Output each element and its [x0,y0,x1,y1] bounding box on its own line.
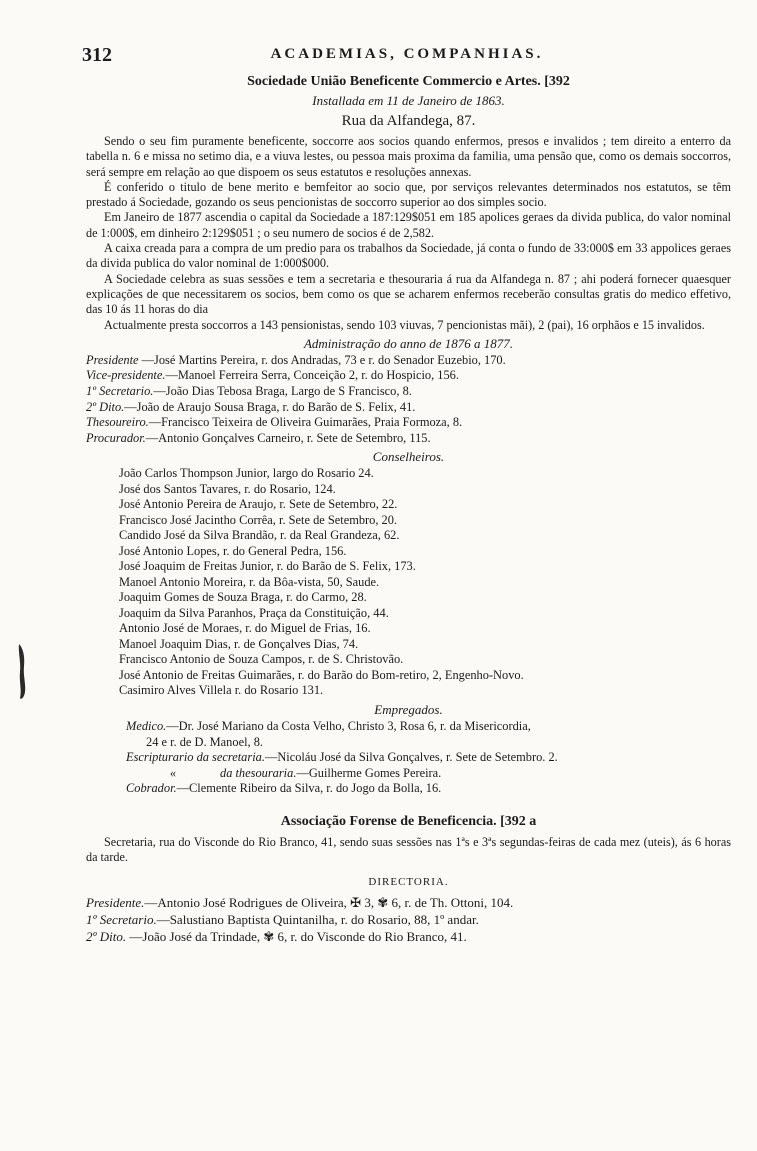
administration-heading: Administração do anno de 1876 a 1877. [303,335,514,351]
officer-text: —Francisco Teixeira de Oliveira Guimarães, Praia Formoza, 8. [148,415,463,430]
employee-text: —Guilherme Gomes Pereira. [296,765,442,780]
director-text: —Salustiano Baptista Quintanilha, r. do Rosario, 88, 1º andar. [156,912,479,928]
officer-text: —Antonio Gonçalves Carneiro, r. Sete de Setembro, 115. [145,430,431,445]
director-role: 1º Secretario. [86,912,157,928]
list-item: João Carlos Thompson Junior, largo do Rosario 24. [119,466,374,481]
page-number: 312 [82,44,112,66]
employee-line [126,766,731,782]
empregados-heading: Empregados. [374,701,443,717]
paragraph: Em Janeiro de 1877 ascendia o capital da Sociedade a 187:129$051 em 185 apolices geraes da divida publica, do valor nominal de 1:000$, em dinheiro 2:129$051 ; o seu numero de socios é de 2,582. [86,210,731,240]
officer-role: Thesoureiro. [86,415,149,430]
list-item: Casimiro Alves Villela r. do Rosario 131. [119,683,324,698]
employee-line [126,750,731,766]
director-line [86,894,731,911]
list-item: Joaquim da Silva Paranhos, Praça da Constituição, 44. [119,605,389,620]
employee-role: da thesouraria. [220,765,297,780]
paragraph: Actualmente presta soccorros a 143 pensionistas, sendo 103 viuvas, 7 pencionistas mãi), 2 (pai), 16 orphãos e 15 invalidos. [104,317,705,332]
officer-text: —João Dias Tebosa Braga, Largo de S Francisco, 8. [153,384,412,399]
officer-line [86,415,731,431]
list-item: José Antonio Pereira de Araujo, r. Sete de Setembro, 22. [119,497,398,512]
employee-role: Escripturario da secretaria. [126,750,265,765]
employee-text: —Dr. José Mariano da Costa Velho, Christo 3, Rosa 6, r. da Misericordia, [166,718,531,733]
officer-role: 2º Dito. [86,399,125,414]
ink-blot-mark [16,642,28,702]
employee-line-continuation: 24 e r. de D. Manoel, 8. [146,734,263,749]
officer-text: —José Martins Pereira, r. dos Andradas, 73 e r. do Senador Euzebio, 170. [138,352,506,367]
list-item: Manoel Joaquim Dias, r. de Gonçalves Dias, 74. [119,636,359,651]
paragraph: Sendo o seu fim puramente beneficente, soccorre aos socios quando enfermos, presos e invalidos ; tem direito a enterro da tabella n. 6 e missa no setimo dia, e a viuva lestes, ou pessoa mais proxima da familia, uma pensão que, como os demais soccorros, será sempre em relação ao que dispoem os seus estatutos e resoluções annexas. [86,134,731,179]
page-body [86,72,731,945]
list-item: Antonio José de Moraes, r. do Miguel de Frias, 16. [119,621,371,636]
paragraph: A caixa creada para a compra de um predio para os trabalhos da Sociedade, já conta o fundo de 33:000$ em 33 appolices geraes da divida publica do valor nominal de 1:000$000. [86,241,731,271]
officer-line [86,384,731,400]
officer-role: Presidente [86,352,139,367]
list-item: Manoel Antonio Moreira, r. da Bôa-vista, 50, Saude. [119,574,380,589]
administration-list [86,353,731,447]
director-text: —João José da Trindade, ✾ 6, r. do Visconde do Rio Branco, 41. [126,929,467,945]
officer-line [86,368,731,384]
officer-text: —Manoel Ferreira Serra, Conceição 2, r. do Hospicio, 156. [165,368,459,383]
officer-role: 1º Secretario. [86,384,154,399]
employee-line [126,719,731,735]
employee-text: —Nicoláu José da Silva Gonçalves, r. Sete de Setembro. 2. [264,750,558,765]
page-header [82,44,732,68]
society-address: Rua da Alfandega, 87. [341,113,476,129]
officer-role: Vice-presidente. [86,368,166,383]
list-item: Joaquim Gomes de Souza Braga, r. do Carmo, 28. [119,590,367,605]
ditto-mark: « [169,765,177,780]
officer-line [86,353,731,369]
employee-line [126,781,731,797]
directoria-heading: DIRECTORIA. [368,876,449,889]
employee-role: Cobrador. [126,781,177,796]
paragraph: A Sociedade celebra as suas sessões e tem a secretaria e thesouraria á rua da Alfandega n. 87 ; ahi poderá fornecer quaesquer explicações de que necessitarem os socios, bem como os que se acharem enfermos receberão consultas gratis do medico effetivo, das 10 ás 11 horas do dia [86,271,731,317]
director-text: —Antonio José Rodrigues de Oliveira, ✠ 3, ✾ 6, r. de Th. Ottoni, 104. [144,895,514,911]
society-title: Sociedade União Beneficente Commercio e Artes. [392 [247,74,570,89]
employee-text: —Clemente Ribeiro da Silva, r. do Jogo da Bolla, 16. [176,781,442,796]
association-paragraph: Secretaria, rua do Visconde do Rio Branco, 41, sendo suas sessões nas 1ªs e 3ªs segundas-feiras de cada mez (uteis), ás 6 horas da tarde. [86,834,731,865]
list-item: José Antonio de Freitas Guimarães, r. do Barão do Bom-retiro, 2, Engenho-Novo. [119,667,524,682]
officer-text: —João de Araujo Sousa Braga, r. do Barão de S. Felix, 41. [124,399,416,414]
officer-line [86,431,731,447]
association-title: Associação Forense de Beneficencia. [392 a [280,813,537,829]
list-item: Candido José da Silva Brandão, r. da Real Grandeza, 62. [119,528,400,543]
list-item: José dos Santos Tavares, r. do Rosario, 124. [119,481,336,496]
list-item: José Joaquim de Freitas Junior, r. do Barão de S. Felix, 173. [119,559,416,574]
installation-date: Installada em 11 de Janeiro de 1863. [312,93,505,108]
director-line [86,911,731,928]
director-role: Presidente. [86,895,145,911]
director-role: 2º Dito. [86,929,127,945]
officer-line [86,400,731,416]
directoria-list [86,894,731,945]
empregados-list [86,719,731,797]
list-item: Francisco José Jacintho Corrêa, r. Sete de Setembro, 20. [119,512,398,527]
list-item: Francisco Antonio de Souza Campos, r. de S. Christovão. [119,652,404,667]
director-line [86,928,731,945]
conselheiros-heading: Conselheiros. [372,449,445,465]
employee-role: Medico. [126,718,167,733]
conselheiros-list [86,466,731,699]
running-title: ACADEMIAS, COMPANHIAS. [270,46,544,62]
paragraph: É conferido o titulo de bene merito e bemfeitor ao socio que, por serviços relevantes determinados nos estatutos, se têm prestado á Sociedade, gozando os seus pencionistas de soccorro superior ao dos simples socio. [86,179,731,210]
list-item: José Antonio Lopes, r. do General Pedra, 156. [119,543,347,558]
officer-role: Procurador. [86,430,146,445]
